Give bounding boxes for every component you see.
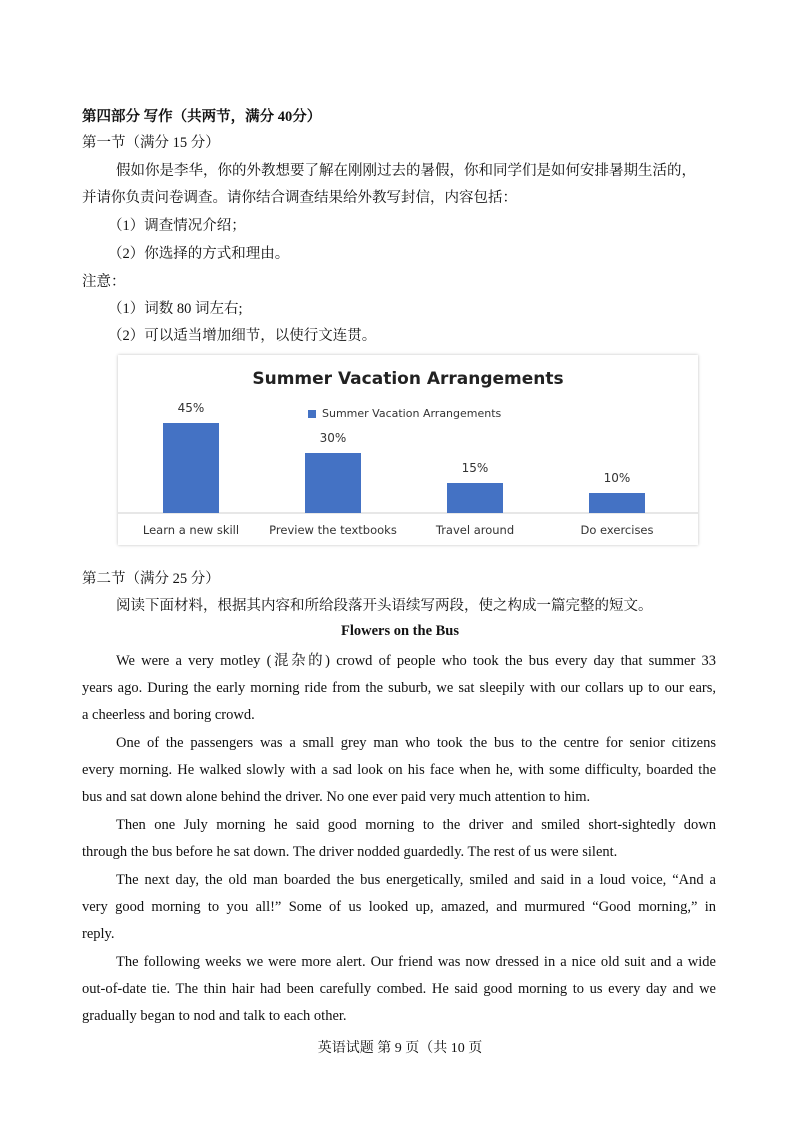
story-line: We were a very motley (混杂的) crowd of people who took the bus every day that summer 33 bbox=[116, 653, 716, 669]
story-line: very good morning to you all!” Some of us looked up, amazed, and murmured “Good morning,” in bbox=[82, 899, 716, 915]
prompt-line-1: 假如你是李华，你的外教想要了解在刚刚过去的暑假，你和同学们是如何安排暑期生活的， bbox=[116, 163, 696, 179]
category-label: Do exercises bbox=[580, 523, 654, 537]
bar-value-label: 15% bbox=[461, 461, 489, 475]
prompt-line-2: 并请你负责问卷调查。请你结合调查结果给外教写封信，内容包括： bbox=[82, 190, 517, 206]
story-line: The following weeks we were more alert. Our friend was now dressed in a nice old suit and a wide bbox=[116, 954, 716, 970]
story-line: out-of-date tie. The thin hair had been carefully combed. He said good morning to us every day and we bbox=[82, 981, 716, 997]
bar-value-label: 30% bbox=[319, 431, 347, 445]
story-line: gradually began to nod and talk to each other. bbox=[82, 1008, 347, 1024]
story-line: a cheerless and boring crowd. bbox=[82, 707, 255, 723]
content-item-1: （1）调查情况介绍； bbox=[108, 218, 246, 234]
note-item-2: （2）可以适当增加细节，以使行文连贯。 bbox=[108, 328, 377, 344]
note-label: 注意： bbox=[82, 274, 126, 290]
story-line: Then one July morning he said good morning to the driver and smiled short-sightedly down bbox=[116, 817, 716, 833]
bar-travel-around bbox=[447, 483, 503, 513]
section-heading: 第四部分 写作（共两节，满分 40分） bbox=[82, 109, 322, 125]
bar-value-label: 45% bbox=[177, 401, 205, 415]
story-line: bus and sat down alone behind the driver. No one ever paid very much attention to him. bbox=[82, 789, 591, 805]
story-line: reply. bbox=[82, 926, 115, 942]
story-title: Flowers on the Bus bbox=[340, 623, 460, 639]
story-line: every morning. He walked slowly with a sad look on his face when he, with some difficulty, boarded the bbox=[82, 762, 716, 778]
category-label: Travel around bbox=[435, 523, 515, 537]
bar-do-exercises bbox=[589, 493, 645, 513]
story-line: through the bus before he sat down. The driver nodded guardedly. The rest of us were silent. bbox=[82, 844, 618, 860]
story-line: years ago. During the early morning ride from the suburb, we sat sleepily with our collars up to our ears, bbox=[82, 680, 716, 696]
bar-preview-the-textbooks bbox=[305, 453, 361, 513]
chart-plot bbox=[118, 355, 698, 545]
bar-learn-a-new-skill bbox=[163, 423, 219, 513]
category-label: Learn a new skill bbox=[142, 523, 240, 537]
part1-heading: 第一节（满分 15 分） bbox=[82, 135, 220, 151]
part2-instruction: 阅读下面材料，根据其内容和所给段落开头语续写两段，使之构成一篇完整的短文。 bbox=[116, 598, 653, 614]
story-line: The next day, the old man boarded the bus energetically, smiled and said in a loud voice, “And a bbox=[116, 872, 716, 888]
part2-heading: 第二节（满分 25 分） bbox=[82, 571, 220, 587]
chart-title: Summer Vacation Arrangements bbox=[252, 369, 564, 389]
bar-value-label: 10% bbox=[603, 471, 631, 485]
content-item-2: （2）你选择的方式和理由。 bbox=[108, 246, 290, 262]
story-line: One of the passengers was a small grey man who took the bus to the centre for senior citizens bbox=[116, 735, 716, 751]
page-footer: 英语试题 第 9 页（共 10 页 bbox=[317, 1041, 483, 1056]
legend-label: Summer Vacation Arrangements bbox=[322, 407, 502, 420]
category-label: Preview the textbooks bbox=[269, 523, 397, 537]
bar-chart bbox=[118, 355, 698, 545]
note-item-1: （1）词数 80 词左右; bbox=[108, 301, 243, 317]
